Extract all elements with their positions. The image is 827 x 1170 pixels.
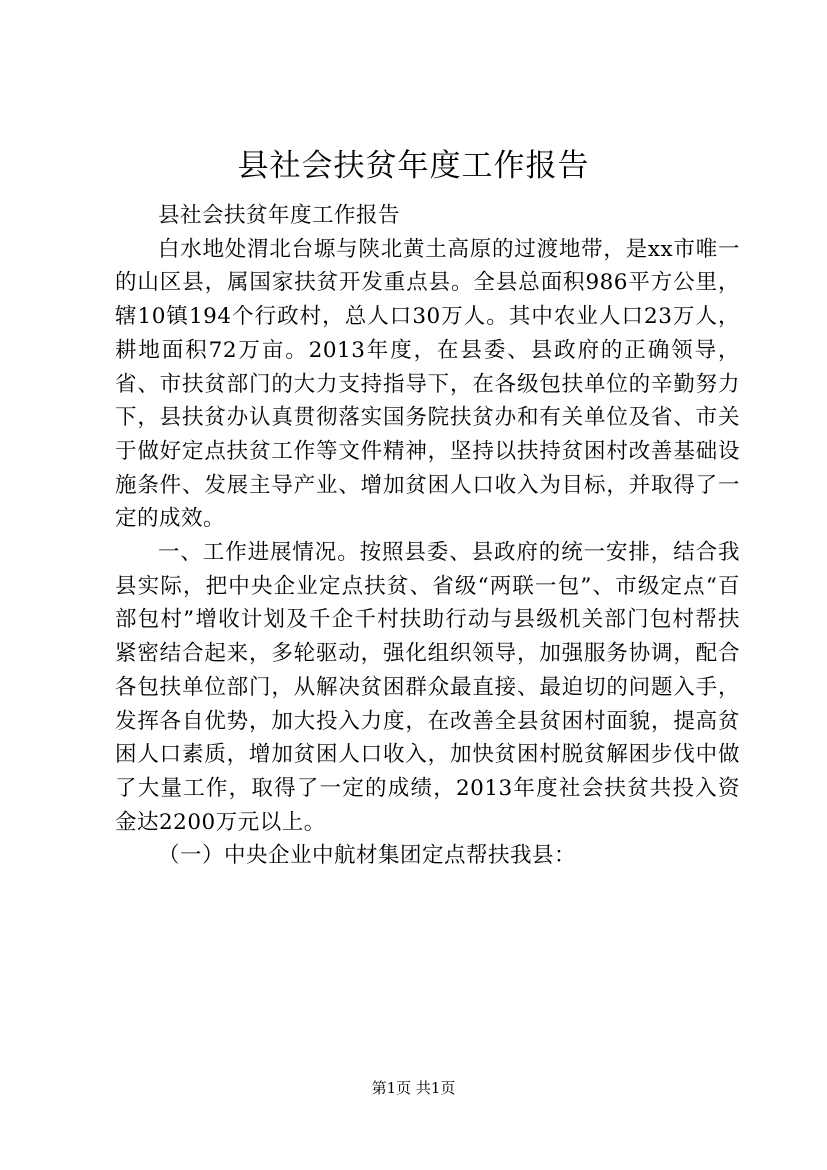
paragraph-intro: 白水地处渭北台塬与陕北黄土高原的过渡地带，是xx市唯一的山区县，属国家扶贫开发重点县。全县总面积986平方公里，辖10镇194个行政村，总人口30万人。其中农业人口23万人，耕地面积72万亩。2013年度，在县委、县政府的正确领导，省、市扶贫部门的大力支持指导下，在各级包扶单位的辛勤努力下，县扶贫办认真贯彻落实国务院扶贫办和有关单位及省、市关于做好定点扶贫工作等文件精神，坚持以扶持贫困村改善基础设施条件、发展主导产业、增加贫困人口收入为目标，并取得了一定的成效。 xyxy=(115,236,740,532)
document-title: 县社会扶贫年度工作报告 xyxy=(237,148,590,184)
paragraph-subtitle: 县社会扶贫年度工作报告 xyxy=(158,203,401,228)
document-body xyxy=(115,199,740,873)
paragraph-progress: 一、工作进展情况。按照县委、县政府的统一安排，结合我县实际，把中央企业定点扶贫、省级“两联一包”、市级定点“百部包村”增收计划及千企千村扶助行动与县级机关部门包村帮扶紧密结合起来，多轮驱动，强化组织领导，加强服务协调，配合各包扶单位部门，从解决贫困群众最直接、最迫切的问题入手，发挥各自优势，加大投入力度，在改善全县贫困村面貌，提高贫困人口素质，增加贫困人口收入，加快贫困村脱贫解困步伐中做了大量工作，取得了一定的成绩，2013年度社会扶贫共投入资金达2200万元以上。 xyxy=(115,540,740,835)
page-footer: 第1页 共1页 xyxy=(371,1079,456,1097)
paragraph-section-heading: （一）中央企业中航材集团定点帮扶我县： xyxy=(158,843,577,869)
